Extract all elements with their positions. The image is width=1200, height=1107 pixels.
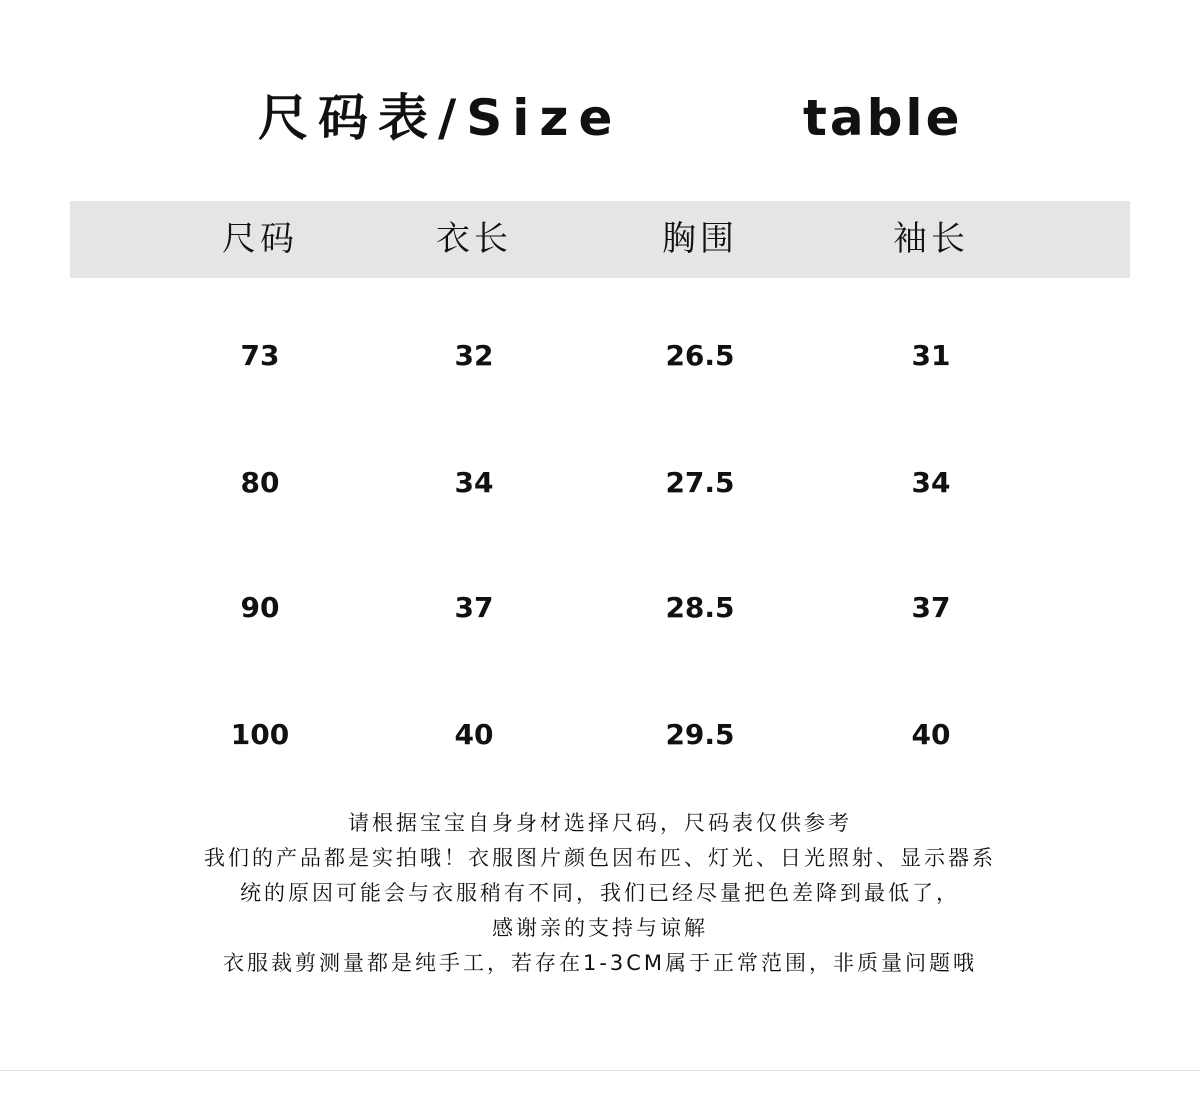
header-sleeve: 袖长 — [893, 219, 969, 259]
cell-sleeve: 34 — [911, 466, 951, 499]
table-row — [0, 453, 1200, 513]
cell-size: 80 — [240, 466, 280, 499]
cell-length: 34 — [454, 466, 494, 499]
cell-length: 32 — [454, 339, 494, 372]
cell-size: 90 — [240, 591, 280, 624]
header-length: 衣长 — [436, 219, 512, 259]
cell-chest: 26.5 — [665, 339, 735, 372]
title-size-chart: 尺码表/Size — [258, 89, 623, 147]
cell-length: 40 — [454, 718, 494, 751]
size-notes — [0, 806, 1200, 981]
header-chest: 胸围 — [662, 219, 738, 259]
bottom-divider — [0, 1070, 1200, 1071]
note-line: 衣服裁剪测量都是纯手工，若存在1-3CM属于正常范围，非质量问题哦 — [222, 951, 978, 975]
note-line: 我们的产品都是实拍哦！衣服图片颜色因布匹、灯光、日光照射、显示器系 — [204, 846, 996, 870]
title-table-word: table — [803, 89, 963, 147]
note-line: 感谢亲的支持与谅解 — [492, 916, 708, 940]
cell-chest: 29.5 — [665, 718, 735, 751]
cell-length: 37 — [454, 591, 494, 624]
cell-chest: 28.5 — [665, 591, 735, 624]
cell-sleeve: 40 — [911, 718, 951, 751]
cell-sleeve: 37 — [911, 591, 951, 624]
note-line: 请根据宝宝自身身材选择尺码，尺码表仅供参考 — [348, 811, 852, 835]
header-size: 尺码 — [222, 219, 298, 259]
cell-size: 73 — [240, 339, 280, 372]
note-line: 统的原因可能会与衣服稍有不同，我们已经尽量把色差降到最低了， — [240, 881, 960, 905]
cell-sleeve: 31 — [911, 339, 951, 372]
table-row — [0, 705, 1200, 765]
table-row — [0, 326, 1200, 386]
cell-size: 100 — [230, 718, 290, 751]
table-row — [0, 578, 1200, 638]
cell-chest: 27.5 — [665, 466, 735, 499]
